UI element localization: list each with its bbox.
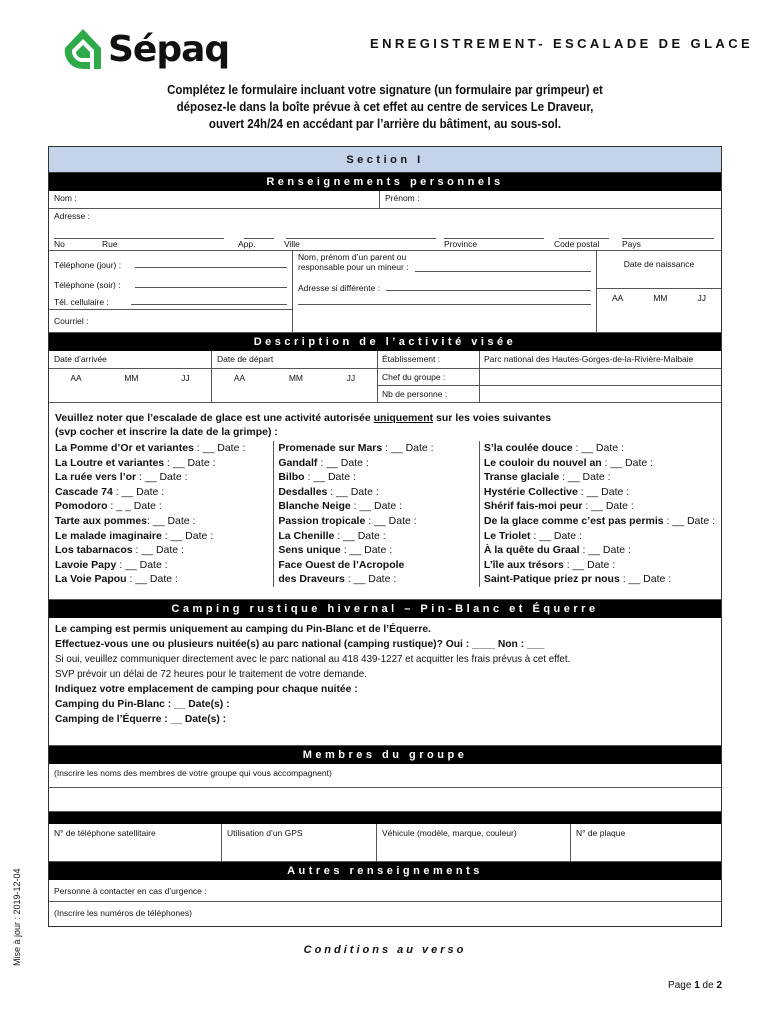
nom-field[interactable] [49,191,380,208]
route-name: des Draveurs [278,573,345,586]
route-date-blank: : __ Date : [344,573,397,586]
urgence-phones-field[interactable] [49,902,721,926]
adresse-diff-label: Adresse si différente : [298,283,381,293]
route-date-blank: : __ Date : [579,544,631,557]
intro-line: Complétez le formulaire incluant votre signature (un formulaire par grimpeur) et [167,83,603,97]
parc-value: Parc national des Hautes-Gorges-de-la-Rivière-Malbaie [484,354,694,364]
addr-no-label: No [54,239,65,249]
dep-jj: JJ [346,373,356,383]
date-naissance-field[interactable] [597,251,721,332]
route-item[interactable] [278,441,479,456]
dep-mm: MM [288,373,303,383]
route-date-blank: : __ Date : [147,514,196,527]
sepaq-logo [62,26,229,72]
camping-line-2: Effectuez-vous une ou plusieurs nuitée(s) au parc national (camping rustique)? Oui : ____ Non : ___ [55,639,545,650]
route-date-blank: : __ Date : [663,514,715,527]
route-name: Le couloir du nouvel an [483,456,602,469]
camping-line-4: SVP prévoir un délai de 72 heures pour le traitement de votre demande. [55,669,367,680]
prenom-label: Prénom : [385,193,420,203]
group-header: Membres du groupe [49,746,721,764]
route-item[interactable] [278,558,479,573]
route-name: Los tabarnacos [55,544,133,557]
route-date-blank: : __ Date : [132,544,184,557]
gps-field[interactable] [222,824,377,861]
route-name: Le Triolet [483,529,531,542]
route-item[interactable] [484,572,715,587]
route-name: Face Ouest de l’Acropole [278,558,405,571]
route-item[interactable] [484,514,715,529]
birth-jj-label: JJ [697,293,706,303]
camping-line-1: Le camping est permis uniquement au camping du Pin-Blanc et de l’Équerre. [55,624,431,635]
gps-label: Utilisation d’un GPS [227,828,303,838]
urgence-label: Personne à contacter en cas d’urgence : [54,886,207,896]
adresse-diff-field[interactable] [293,279,596,293]
adresse-label: Adresse : [54,211,90,221]
route-item[interactable] [484,441,715,456]
route-date-blank: : __ Date : [112,485,165,498]
date-depart-field[interactable] [212,351,378,402]
routes-notice [49,403,721,600]
route-item[interactable] [278,485,479,500]
personal-info-header: Renseignements personnels [49,173,721,191]
route-item[interactable] [484,499,715,514]
route-item[interactable] [55,572,269,587]
route-item[interactable] [55,529,269,544]
route-name: Transe glaciale [483,471,560,484]
nb-personne-field[interactable] [378,386,721,402]
route-item[interactable] [484,529,715,544]
urgence-field[interactable] [49,880,721,902]
route-date-blank: : __ Date : [577,485,630,498]
route-item[interactable] [484,470,715,485]
route-name: Le malade imaginaire [55,529,162,542]
route-item[interactable] [55,441,269,456]
route-name: La Chenille [278,529,335,542]
camping-header: Camping rustique hivernal – Pin-Blanc et Équerre [49,600,721,618]
route-date-blank: : __ Date : [317,456,369,469]
route-date-blank: : __ Date : [572,442,624,454]
group-members-row-2[interactable] [49,788,721,812]
urgence-phones-label: (Inscrire les numéros de téléphones) [54,908,192,918]
sat-phone-field[interactable] [49,824,222,861]
route-date-blank: : __ Date : [559,471,611,484]
route-date-blank: : __ Date : [164,456,216,469]
route-name: Passion tropicale [278,514,366,527]
route-name: Gandalf [278,456,318,469]
route-date-blank: : __ Date : [350,500,403,513]
plaque-field[interactable] [571,824,721,861]
route-date-blank: : __ Date : [193,442,246,454]
camping-info [49,618,721,746]
route-date-blank: : __ Date : [619,573,672,586]
route-name: Hystérie Collective [483,485,578,498]
route-item[interactable] [484,456,715,471]
camping-equerre: Camping de l’Équerre : __ Date(s) : [55,714,227,725]
route-name: Lavoie Papy [55,558,117,571]
registration-form [48,146,722,927]
document-title: ENREGISTREMENT- ESCALADE DE GLACE [370,36,754,51]
notice-line2: (svp cocher et inscrire la date de la grimpe) : [55,426,278,438]
birth-aa-label: AA [611,293,624,303]
route-date-blank: : __ Date : [116,558,168,571]
parent-field[interactable] [293,251,596,279]
camping-line-5: Indiquez votre emplacement de camping pour chaque nuitée : [55,684,358,695]
route-date-blank: : __ Date : [530,529,582,542]
intro-line: déposez-le dans la boîte prévue à cet effet au centre de services Le Draveur, [176,100,594,114]
route-date-blank: : __ Date : [327,485,379,498]
date-arrivee-field[interactable] [49,351,212,402]
intro-line: ouvert 24h/24 en accédant par l’arrière du bâtiment, au sous-sol. [208,117,562,131]
camping-line-3: Si oui, veuillez communiquer directement avec le parc national au 418 439-1227 et acquitter les frais prévus à cet effet. [55,654,571,665]
nb-label: Nb de personne : [378,386,480,402]
route-name: Shérif fais-moi peur [483,500,583,513]
route-date-blank: : __ Date : [136,471,188,484]
route-item[interactable] [278,543,479,558]
route-name: Tarte aux pommes [55,514,148,527]
route-item[interactable] [278,572,479,587]
page-total: 2 [716,980,722,991]
route-item[interactable] [484,543,715,558]
route-name: À la quête du Graal [483,544,580,557]
route-name: La ruée vers l’or [55,471,137,484]
route-date-blank: : __ Date : [161,529,214,542]
date-arrivee-label: Date d’arrivée [49,351,211,369]
route-name: Cascade 74 [55,485,113,498]
addr-rue-label: Rue [102,239,118,249]
notice-line1-underlined: uniquement [373,412,434,424]
addr-pays-label: Pays [622,239,641,249]
route-name: Sens unique [278,544,341,557]
tel-cell-label: Tél. cellulaire : [54,297,109,307]
route-date-blank: : __ Date : [365,514,417,527]
arr-aa: AA [70,373,82,383]
route-name: La Pomme d’Or et variantes [55,442,194,454]
route-name: La Loutre et variantes [55,456,165,469]
activity-header: Description de l’activité visée [49,333,721,351]
route-date-blank: : __ Date : [304,471,356,484]
route-name: Pomodoro [55,500,108,513]
route-date-blank: : __ Date : [601,456,654,469]
update-date: Mise à jour : 2019-12-04 [12,868,22,966]
route-date-blank: : __ Date : [340,544,393,557]
nom-label: Nom : [54,193,77,203]
birth-mm-label: MM [653,293,668,303]
route-item[interactable] [55,485,269,500]
routes-column-3 [480,441,715,587]
route-name: Saint-Patique priez pr nous [483,573,620,586]
route-item[interactable] [278,470,479,485]
route-item[interactable] [55,543,269,558]
camping-pin-blanc: Camping du Pin-Blanc : __ Date(s) : [55,699,230,710]
notice-line1-post: sur les voies suivantes [433,412,552,424]
tel-jour-label: Téléphone (jour) : [54,260,122,270]
notice-line1-pre: Veuillez noter que l’escalade de glace est une activité autorisée [55,412,374,424]
courriel-label: Courriel : [54,315,89,326]
logo-wordmark: Sépaq [108,28,230,70]
page-mid: de [699,980,717,991]
routes-column-2 [274,441,480,587]
route-item[interactable] [55,470,269,485]
intro-text [123,82,647,133]
group-note: (Inscrire les noms des membres de votre groupe qui vous accompagnent) [54,768,332,778]
route-name: Promenade sur Mars [278,442,383,454]
route-item[interactable] [55,499,269,514]
route-item[interactable] [484,558,715,573]
route-name: Bilbo [278,471,305,484]
date-depart-label: Date de départ [212,351,377,369]
addr-province-label: Province [444,239,478,249]
parent-label-2: responsable pour un mineur : [298,262,409,272]
vehicule-label: Véhicule (modèle, marque, couleur) [382,828,517,838]
sat-phone-label: N° de téléphone satellitaire [54,828,156,838]
route-item[interactable] [55,558,269,573]
route-name: Desdalles [278,485,328,498]
route-date-blank: : __ Date : [126,573,178,586]
tel-cell-field[interactable] [49,290,292,307]
other-info-header: Autres renseignements [49,862,721,880]
page-pre: Page [668,980,695,991]
prenom-field[interactable] [380,191,721,208]
route-date-blank: : __ Date : [382,442,434,454]
route-date-blank: : __ Date : [582,500,634,513]
etablissement-label: Établissement : [378,351,480,368]
vehicule-field[interactable] [377,824,571,861]
route-item[interactable] [484,485,715,500]
chef-label: Chef du groupe : [378,369,480,385]
courriel-field[interactable] [49,309,292,331]
route-item[interactable] [278,529,479,544]
tel-soir-label: Téléphone (soir) : [54,280,121,290]
adresse-field[interactable] [49,209,721,251]
route-name: S’la coulée douce [483,442,573,454]
addr-ville-label: Ville [284,239,300,249]
group-members-field[interactable] [49,764,721,788]
chef-field[interactable] [378,369,721,386]
route-date-blank: : __ Date : [334,529,386,542]
route-name: La Voie Papou [55,573,127,586]
route-name: L’île aux trésors [483,558,564,571]
dep-aa: AA [233,373,246,383]
route-item[interactable] [55,456,269,471]
parent-label-1: Nom, prénom d’un parent ou [298,252,407,262]
route-item[interactable] [278,456,479,471]
arr-mm: MM [124,373,139,383]
tel-soir-field[interactable] [49,270,292,290]
route-item[interactable] [55,514,269,529]
page-number [668,980,722,991]
tel-jour-field[interactable] [49,251,292,270]
routes-column-1 [55,441,274,587]
route-date-blank: : _ _ Date : [107,500,162,513]
sepaq-mountain-icon [62,26,104,72]
addr-code-label: Code postal [554,239,600,249]
route-item[interactable] [278,499,479,514]
route-name: Blanche Neige [278,500,351,513]
route-name: De la glace comme c’est pas permis [483,514,664,527]
route-item[interactable] [278,514,479,529]
addr-app-label: App. [238,239,256,249]
section-title: Section I [49,147,721,173]
date-naissance-label: Date de naissance [597,251,721,289]
arr-jj: JJ [181,373,190,383]
group-separator-bar [49,812,721,824]
route-date-blank: : __ Date : [563,558,616,571]
conditions-note: Conditions au verso [303,944,467,956]
plaque-label: N° de plaque [576,828,626,838]
page-current: 1 [694,980,700,991]
